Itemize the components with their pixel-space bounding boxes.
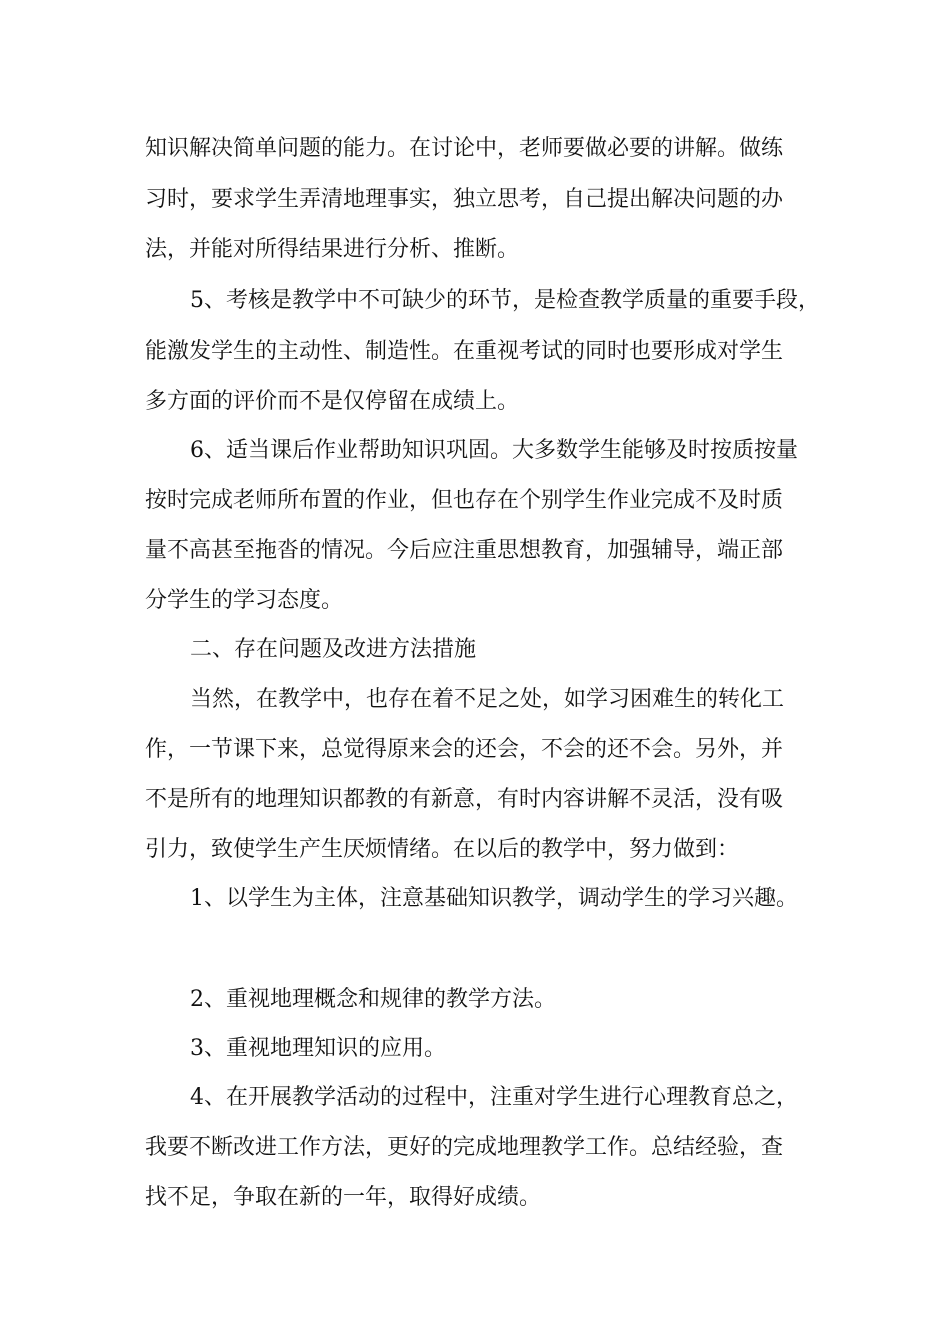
text-line: 按时完成老师所布置的作业，但也存在个别学生作业完成不及时质 [145, 488, 784, 513]
text-line: 当然，在教学中，也存在着不足之处，如学习困难生的转化工 [190, 687, 785, 712]
text-line: 引力，致使学生产生厌烦情绪。在以后的教学中，努力做到： [145, 837, 740, 862]
text-line: 找不足，争取在新的一年，取得好成绩。 [145, 1185, 542, 1210]
section-heading: 二、存在问题及改进方法措施 [190, 637, 477, 662]
text-line: 知识解决简单问题的能力。在讨论中，老师要做必要的讲解。做练 [145, 136, 784, 161]
text-line: 习时，要求学生弄清地理事实，独立思考，自己提出解决问题的办 [145, 187, 784, 212]
text-line: 作，一节课下来，总觉得原来会的还会，不会的还不会。另外，并 [145, 737, 784, 762]
text-line: 量不高甚至拖沓的情况。今后应注重思想教育，加强辅导，端正部 [145, 538, 784, 563]
text-line: 不是所有的地理知识都教的有新意，有时内容讲解不灵活，没有吸 [145, 787, 784, 812]
text-line: 分学生的学习态度。 [145, 588, 344, 613]
text-line: 3、重视地理知识的应用。 [190, 1036, 446, 1061]
text-line: 法，并能对所得结果进行分析、推断。 [145, 237, 520, 262]
text-line: 4、在开展教学活动的过程中，注重对学生进行心理教育总之， [190, 1085, 798, 1110]
text-line: 5、考核是教学中不可缺少的环节，是检查教学质量的重要手段， [190, 288, 820, 313]
text-line: 我要不断改进工作方法，更好的完成地理教学工作。总结经验，查 [145, 1135, 784, 1160]
text-line: 多方面的评价而不是仅停留在成绩上。 [145, 389, 520, 414]
text-line: 2、重视地理概念和规律的教学方法。 [190, 987, 556, 1012]
text-line: 1、以学生为主体，注意基础知识教学，调动学生的学习兴趣。 [190, 886, 798, 911]
text-line: 6、适当课后作业帮助知识巩固。大多数学生能够及时按质按量 [190, 438, 798, 463]
text-line: 能激发学生的主动性、制造性。在重视考试的同时也要形成对学生 [145, 339, 784, 364]
